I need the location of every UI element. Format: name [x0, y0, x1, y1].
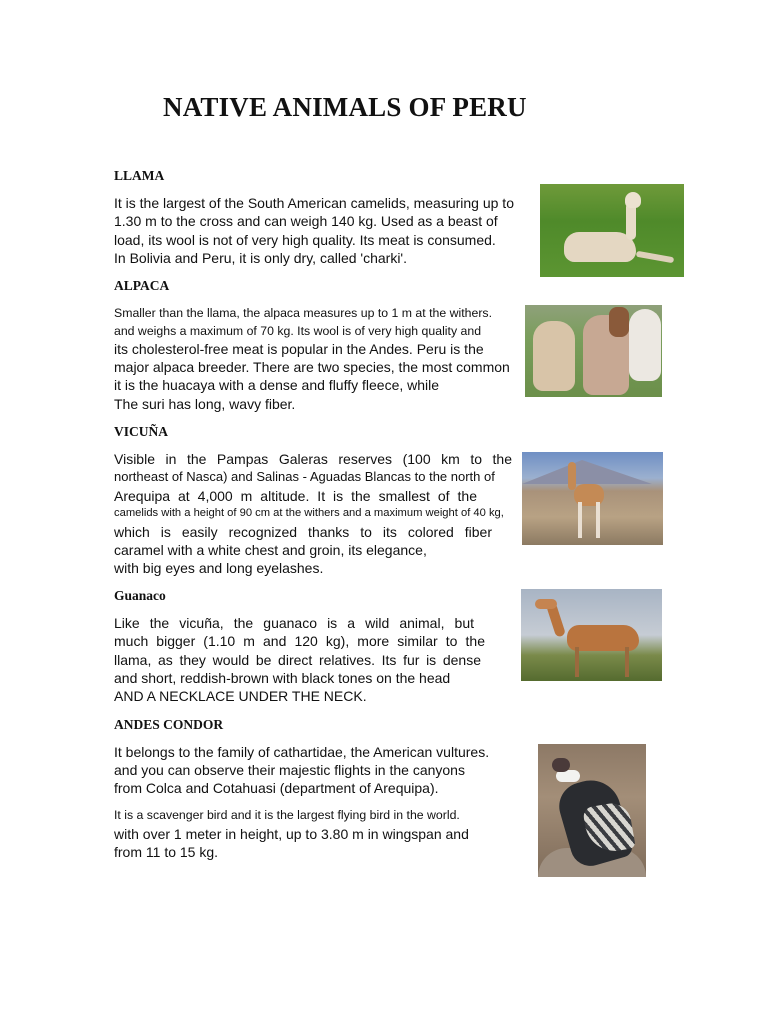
section-heading-guanaco: Guanaco: [114, 588, 166, 603]
llama-text-line: In Bolivia and Peru, it is only dry, called 'charki'.: [114, 250, 407, 266]
llama-text-line: 1.30 m to the cross and can weigh 140 kg. Used as a beast of: [114, 213, 498, 229]
guanaco-text-line: AND A NECKLACE UNDER THE NECK.: [114, 688, 367, 704]
guanaco-photo: [521, 589, 662, 681]
vicuna-text-line: Visible in the Pampas Galeras reserves (100 km to the: [114, 451, 512, 467]
condor-text-line: with over 1 meter in height, up to 3.80 m in wingspan and: [114, 826, 469, 842]
alpaca-text-line: and weighs a maximum of 70 kg. Its wool is of very high quality and: [114, 324, 482, 338]
section-heading-vicuna: VICUÑA: [114, 424, 168, 439]
alpaca-photo: [525, 305, 662, 397]
alpaca-text-line: major alpaca breeder. There are two species, the most common: [114, 359, 510, 375]
vicuna-text-line: which is easily recognized thanks to its colored fiber: [114, 524, 492, 540]
guanaco-text-line: much bigger (1.10 m and 120 kg), more similar to the: [114, 633, 485, 649]
vicuna-text-line: caramel with a white chest and groin, its elegance,: [114, 542, 427, 558]
section-heading-llama: LLAMA: [114, 168, 165, 183]
page-title: NATIVE ANIMALS OF PERU: [163, 92, 527, 122]
condor-text-line: and you can observe their majestic flights in the canyons: [114, 762, 465, 778]
llama-photo: [540, 184, 684, 277]
vicuna-text-line: Arequipa at 4,000 m altitude. It is the smallest of the: [114, 488, 477, 504]
guanaco-text-line: Like the vicuña, the guanaco is a wild animal, but: [114, 615, 474, 631]
condor-text-line: from 11 to 15 kg.: [114, 844, 219, 860]
llama-text-line: It is the largest of the South American camelids, measuring up to: [114, 195, 514, 211]
guanaco-text-line: and short, reddish-brown with black tones on the head: [114, 670, 451, 686]
vicuna-photo: [522, 452, 663, 545]
section-heading-condor: ANDES CONDOR: [114, 717, 224, 732]
llama-text-line: load, its wool is not of very high quality. Its meat is consumed.: [114, 232, 496, 248]
condor-photo: [538, 744, 646, 877]
condor-text-line: It is a scavenger bird and it is the largest flying bird in the world.: [114, 808, 460, 822]
section-heading-alpaca: ALPACA: [114, 278, 170, 293]
condor-text-line: from Colca and Cotahuasi (department of Arequipa).: [114, 780, 439, 796]
alpaca-text-line: it is the huacaya with a dense and fluffy fleece, while: [114, 377, 440, 393]
vicuna-text-line: camelids with a height of 90 cm at the withers and a maximum weight of 40 kg,: [114, 507, 504, 519]
vicuna-text-line: northeast of Nasca) and Salinas - Aguadas Blancas to the north of: [114, 469, 495, 484]
vicuna-text-line: with big eyes and long eyelashes.: [114, 560, 324, 576]
condor-text-line: It belongs to the family of cathartidae, the American vultures.: [114, 744, 490, 760]
alpaca-text-line: The suri has long, wavy fiber.: [114, 396, 296, 412]
alpaca-text-line: Smaller than the llama, the alpaca measures up to 1 m at the withers.: [114, 306, 492, 320]
alpaca-text-line: its cholesterol-free meat is popular in the Andes. Peru is the: [114, 341, 484, 357]
guanaco-text-line: llama, as they would be direct relatives. Its fur is dense: [114, 652, 481, 668]
